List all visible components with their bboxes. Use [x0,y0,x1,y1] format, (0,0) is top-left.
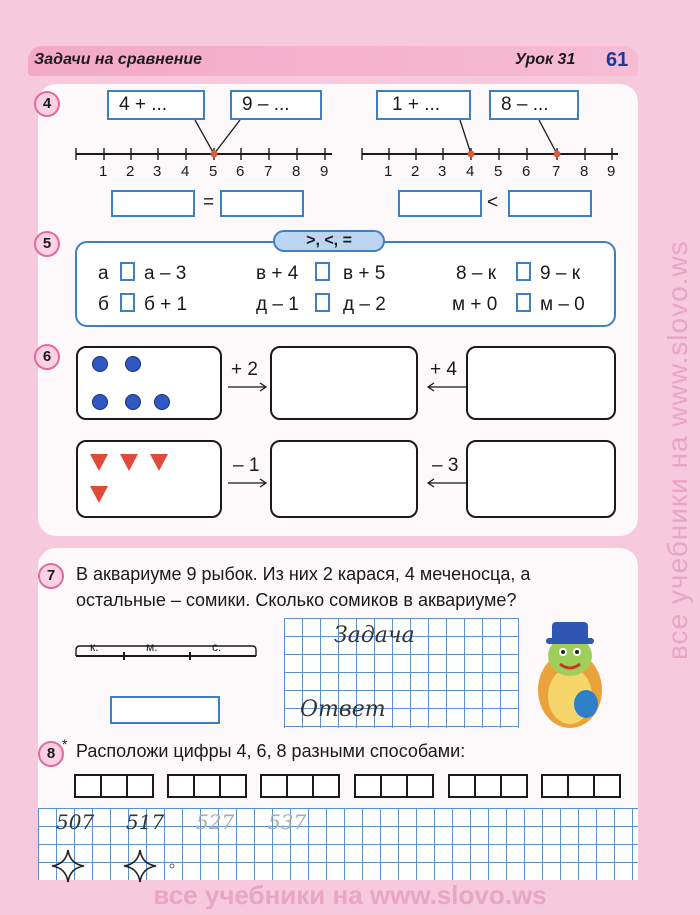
side-watermark: все учебники на www.slovo.ws [662,240,693,660]
task-8-number: 8 [38,741,64,767]
circle-shape [92,356,108,372]
star-pattern-icon [50,848,180,884]
task-6-op-plus-4: + 4 [430,359,457,380]
task-5-number: 5 [34,231,60,257]
tick-label: 3 [153,163,162,180]
compare-box[interactable] [315,262,330,281]
task-6-number: 6 [34,344,60,370]
tick-label: 2 [126,163,135,180]
expr: м – 0 [540,294,585,315]
task-4-label-left-1: 4 + ... [107,90,205,120]
task-4-label-left-2: 9 – ... [230,90,322,120]
expr: д – 2 [343,294,386,315]
expr: в + 4 [256,263,299,284]
task-4-answer-box[interactable] [508,190,592,217]
tick-label: 1 [384,163,393,180]
sample-number: 507 [56,810,95,834]
task-4-number: 4 [34,91,60,117]
task-4-label-right-2: 8 – ... [489,90,579,120]
tick-label: 5 [209,163,218,180]
tick-label: 9 [607,163,616,180]
tick-label: 4 [181,163,190,180]
section-title: Задачи на сравнение [34,51,203,68]
arrow-right-icon [228,382,270,392]
task-6-answer-set[interactable] [466,346,616,420]
task-4-label-right-1: 1 + ... [376,90,471,120]
task-6-set-triangles [76,440,222,518]
tick-label: 3 [438,163,447,180]
tick-label: 2 [411,163,420,180]
circle-shape [154,394,170,410]
page-number: 61 [606,49,629,71]
compare-box[interactable] [516,262,531,281]
task-8-text: Расположи цифры 4, 6, 8 разными способами: [76,741,466,761]
digit-arrangement-box[interactable] [167,774,247,798]
expr: 8 – к [456,263,497,284]
task-6-op-minus-3: – 3 [432,455,459,476]
task-7-segment-diagram [70,636,265,666]
tick-label: 9 [320,163,329,180]
segment-label-m: м. [146,640,158,654]
segment-label-s: с. [212,640,222,654]
tick-label: 7 [552,163,561,180]
triangle-shape [120,454,138,471]
digit-arrangement-box[interactable] [74,774,154,798]
arrow-right-icon [228,478,270,488]
tick-label: 6 [236,163,245,180]
task-5-signs-pill: >, <, = [273,230,385,252]
tick-label: 5 [494,163,503,180]
segment-label-k: к. [90,640,99,654]
task-7-answer-box[interactable] [110,696,220,724]
tick-label: 8 [292,163,301,180]
triangle-shape [90,486,108,503]
task-6-op-minus-1: – 1 [233,455,260,476]
task-6-answer-set[interactable] [270,346,418,420]
sample-number: 527 [196,810,235,834]
task-6-set-circles [76,346,222,420]
compare-box[interactable] [120,262,135,281]
expr: а – 3 [144,263,187,284]
digit-arrangement-box[interactable] [448,774,528,798]
tick-label: 8 [580,163,589,180]
task-4-answer-box[interactable] [398,190,482,217]
task-4-answer-box[interactable] [220,190,304,217]
tick-label: 4 [466,163,475,180]
digit-arrangement-box[interactable] [354,774,434,798]
task-6-op-plus-2: + 2 [231,359,258,380]
sample-number: 517 [126,810,165,834]
digit-arrangement-box[interactable] [541,774,621,798]
zadacha-handwritten: Задача [334,623,415,648]
task-6-answer-set[interactable] [466,440,616,518]
digit-arrangement-box[interactable] [260,774,340,798]
lesson-label: Урок 31 [515,51,576,68]
task-7-text-line-2: остальные – сомики. Сколько сомиков в аквариуме? [76,590,517,610]
arrow-left-icon [424,382,466,392]
expr: а [98,263,109,284]
triangle-shape [150,454,168,471]
task-8-star: * [62,736,68,752]
expr: 9 – к [540,263,581,284]
bottom-watermark: все учебники на www.slovo.ws [153,880,547,910]
compare-box[interactable] [120,293,135,312]
sample-number: 537 [268,810,307,834]
tick-label: 6 [522,163,531,180]
compare-box[interactable] [315,293,330,312]
circle-shape [92,394,108,410]
expr: м + 0 [452,294,498,315]
expr: б [98,294,109,315]
tick-label: 7 [264,163,273,180]
task-4-answer-box[interactable] [111,190,195,217]
expr: б + 1 [144,294,188,315]
task-7-number: 7 [38,563,64,589]
task-7-text-line-1: В аквариуме 9 рыбок. Из них 2 карася, 4 меченосца, а [76,564,531,584]
task-4-less-sign: < [487,192,499,213]
circle-shape [125,394,141,410]
expr: в + 5 [343,263,386,284]
triangle-shape [90,454,108,471]
tick-label: 1 [99,163,108,180]
expr: д – 1 [256,294,299,315]
task-6-answer-set[interactable] [270,440,418,518]
task-4-equals-sign: = [203,192,215,213]
penguin-character-illustration [530,612,610,732]
circle-shape [125,356,141,372]
otvet-handwritten: Ответ [300,697,386,722]
compare-box[interactable] [516,293,531,312]
arrow-left-icon [424,478,466,488]
